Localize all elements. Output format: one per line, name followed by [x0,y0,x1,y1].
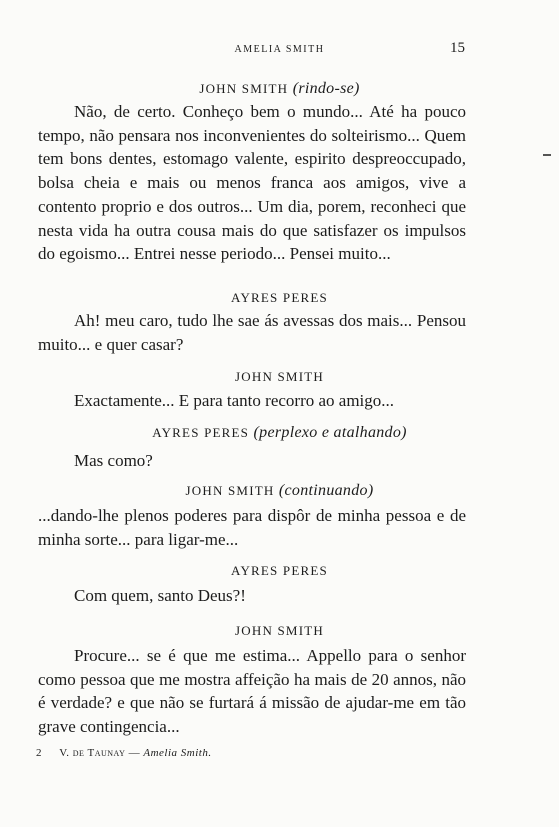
speaker-name: JOHN SMITH [235,369,324,384]
dialogue-paragraph: ...dando-lhe plenos poderes para dispôr de minha pessoa e de minha sorte... para ligar-me... [38,506,466,549]
speaker-heading [0,369,559,385]
dialogue-paragraph: Com quem, santo Deus?! [74,586,246,605]
stage-direction: (continuando) [278,482,374,499]
footer-dash: — [128,747,141,759]
signature-mark: 2 [36,747,42,759]
dialogue-paragraph: Mas como? [74,451,153,470]
dialogue-paragraph: Ah! meu caro, tudo lhe sae ás avessas dos mais... Pensou muito... e quer casar? [38,311,466,354]
speaker-name: AYRES PERES [231,290,328,305]
speaker-name: JOHN SMITH [185,483,275,498]
speaker-name: AYRES PERES [152,425,250,440]
page-number: 15 [450,40,465,56]
page-footer [36,747,212,759]
dialogue-paragraph: Não, de certo. Conheço bem o mundo... Até ha pouco tempo, não pensara nos inconvenientes do solteirismo... Quem tem bons dentes, estomago valente, espirito despreoccupado, bolsa cheia e mais ou menos franca aos amigos, vive a contento proprio e dos outros... Um dia, porem, reconheci que nesta vida ha outra cousa mais do que satisfazer os impulsos do egoismo... Entrei nesse periodo... Pensei muito... [38,102,466,264]
speaker-heading [0,80,559,98]
dialogue-paragraph: Exactamente... E para tanto recorro ao amigo... [74,391,395,410]
speaker-heading [0,623,559,639]
speaker-name: JOHN SMITH [199,81,289,96]
speaker-heading [0,563,559,579]
speaker-heading [0,290,559,306]
dialogue-paragraph: Procure... se é que me estima... Appello para o senhor como pessoa que me mostra affeição ha mais de 20 annos, não é verdade? e que não se furtará á missão de ajudar-me em tão grave contingencia... [38,646,466,737]
running-head: AMELIA SMITH [234,44,325,55]
speaker-heading [0,482,559,500]
speaker-name: AYRES PERES [231,563,328,578]
speaker-name: JOHN SMITH [235,623,324,638]
stage-direction: (perplexo e atalhando) [253,424,407,441]
speaker-heading [0,424,559,442]
margin-mark [543,154,551,156]
footer-title: Amelia Smith. [143,747,212,759]
stage-direction: (rindo-se) [292,80,360,97]
footer-author: V. de Taunay [59,747,126,759]
